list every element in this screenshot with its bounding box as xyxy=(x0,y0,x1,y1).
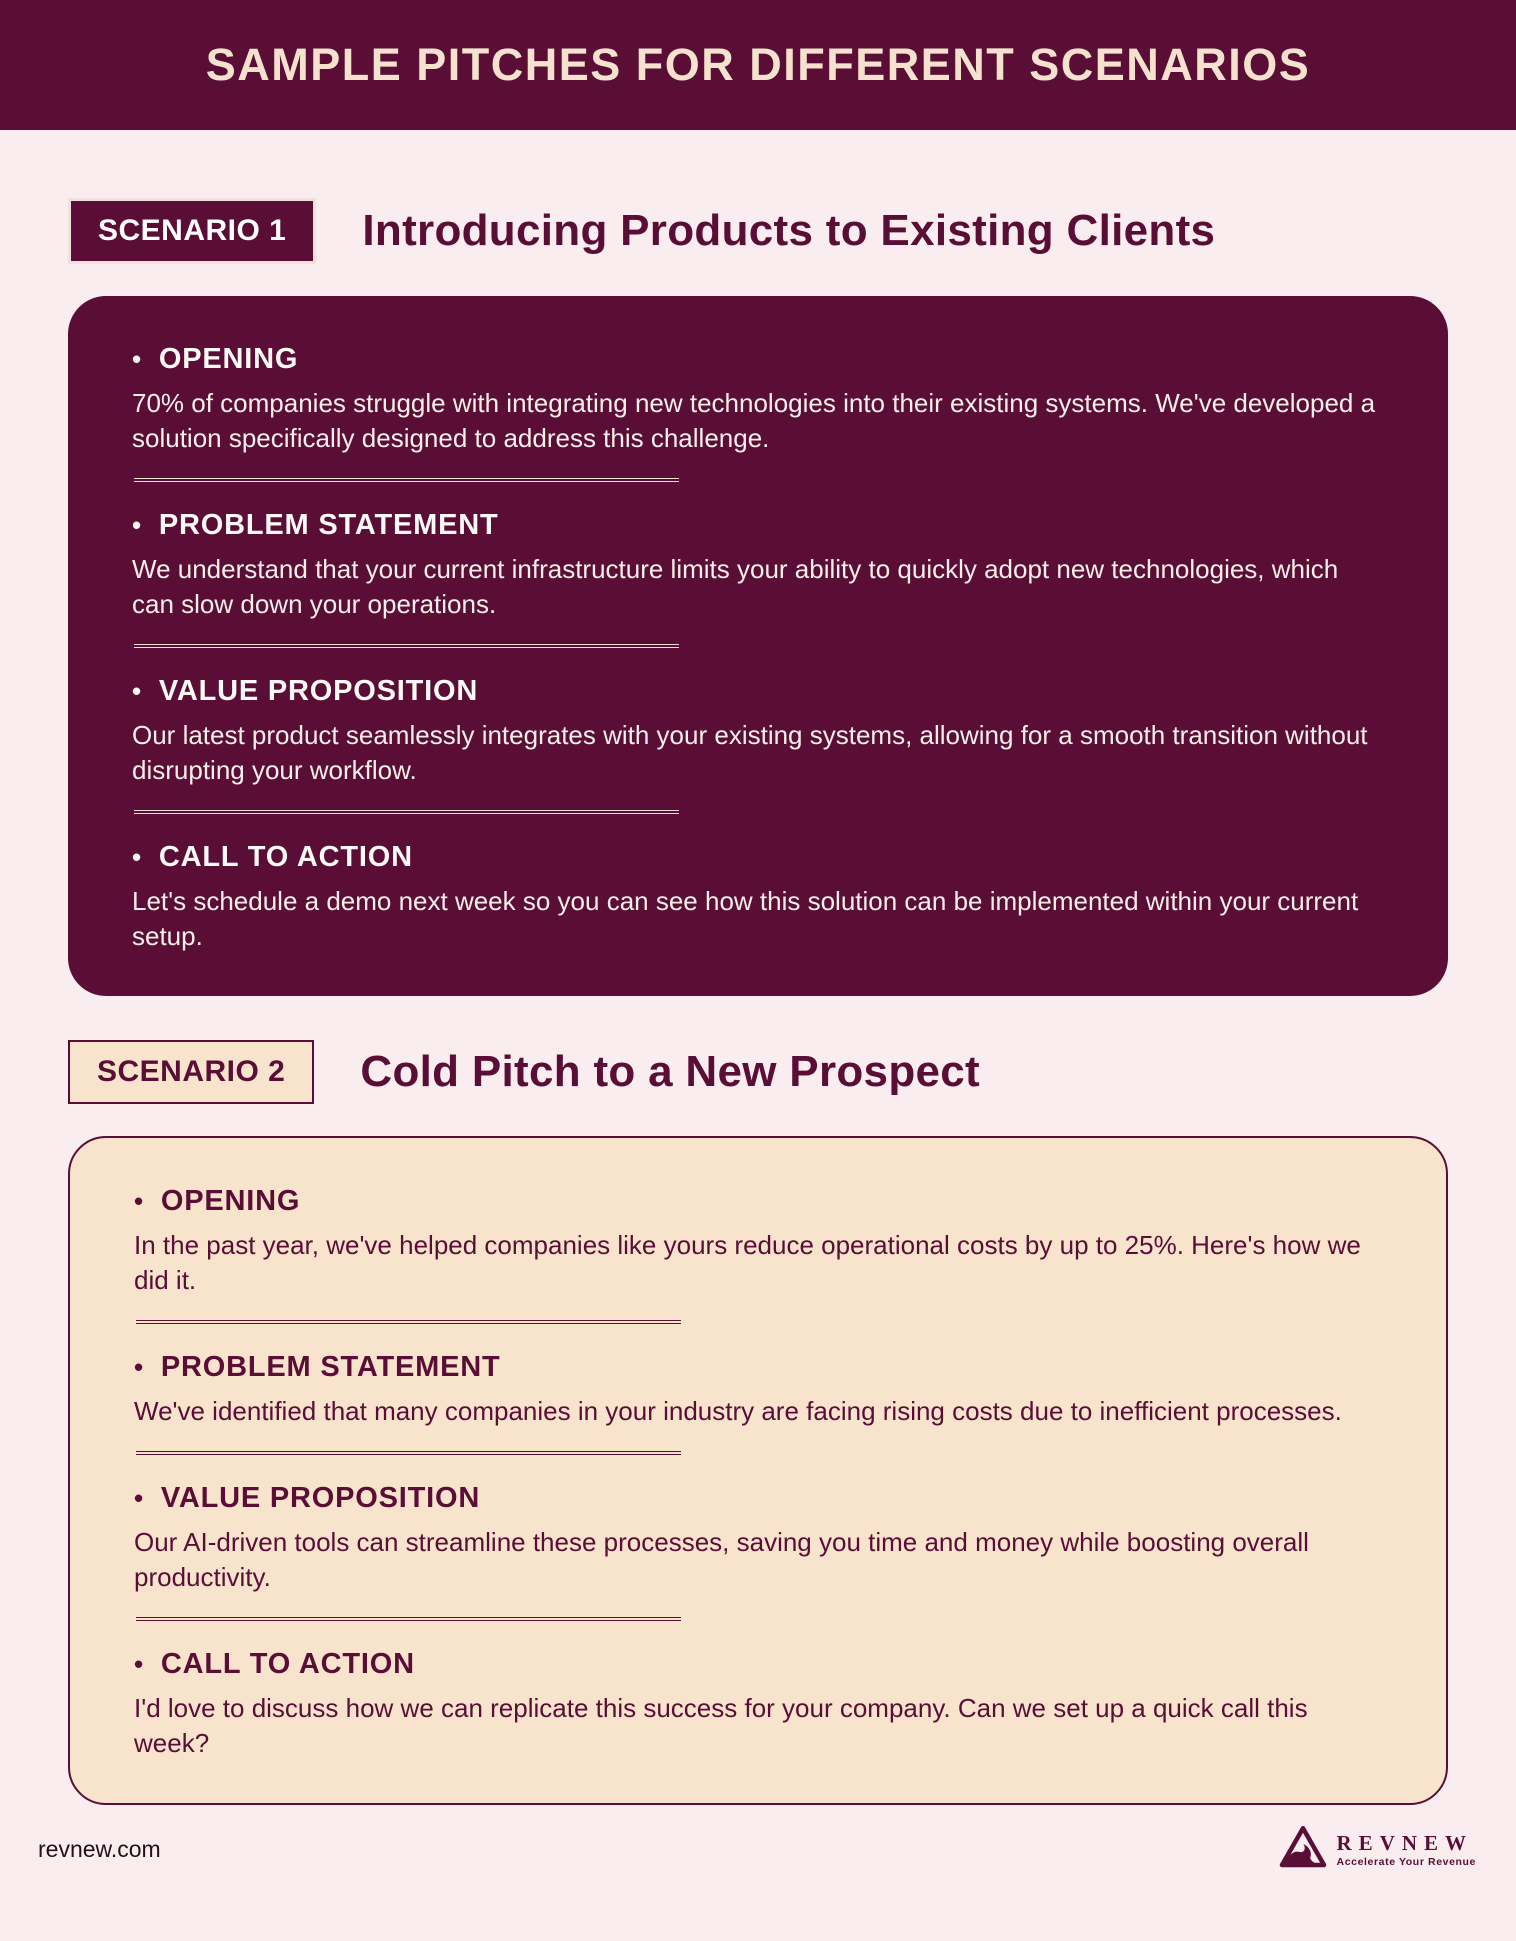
bullet-icon: • xyxy=(132,344,142,374)
revnew-logo xyxy=(1279,1825,1476,1874)
scenario-1-title: Introducing Products to Existing Clients xyxy=(362,206,1216,255)
section-body: We understand that your current infrastructure limits your ability to quickly adopt new technologies, which can slow down your operations. xyxy=(132,554,1339,619)
page-footer xyxy=(0,1825,1516,1888)
section-heading-label: OPENING xyxy=(160,1185,301,1217)
bullet-icon: • xyxy=(134,1649,144,1679)
section-divider xyxy=(136,1617,681,1621)
section-heading-label: VALUE PROPOSITION xyxy=(160,1482,481,1514)
bullet-icon: • xyxy=(134,1186,144,1216)
section-body: Our latest product seamlessly integrates with your existing systems, allowing for a smooth transition without disrupting your workflow. xyxy=(132,720,1368,785)
pitch-section-opening xyxy=(132,342,1384,456)
revnew-triangle-wave-icon xyxy=(1279,1825,1327,1874)
section-divider xyxy=(136,1451,681,1455)
section-heading-label: PROBLEM STATEMENT xyxy=(158,509,499,541)
section-heading-label: VALUE PROPOSITION xyxy=(158,675,479,707)
pitch-section-value-proposition xyxy=(134,1481,1382,1595)
section-divider xyxy=(134,810,679,814)
logo-text-column xyxy=(1337,1832,1476,1868)
section-heading xyxy=(134,1184,1382,1218)
section-heading xyxy=(134,1647,1382,1681)
page-header xyxy=(0,0,1516,130)
logo-name: REVNEW xyxy=(1336,1830,1474,1855)
section-heading xyxy=(132,840,1384,874)
section-heading xyxy=(134,1350,1382,1384)
pitch-section-call-to-action xyxy=(134,1647,1382,1761)
section-heading xyxy=(132,674,1384,708)
section-heading-label: CALL TO ACTION xyxy=(158,841,413,873)
pitch-section-problem-statement xyxy=(132,508,1384,622)
section-heading xyxy=(132,342,1384,376)
bullet-icon: • xyxy=(132,842,142,872)
section-body: We've identified that many companies in your industry are facing rising costs due to inefficient processes. xyxy=(134,1396,1342,1426)
scenario-1-header-row xyxy=(68,198,1448,264)
scenario-2-pitch-card xyxy=(68,1136,1448,1805)
section-body: Let's schedule a demo next week so you can see how this solution can be implemented within your current setup. xyxy=(132,886,1359,951)
section-heading xyxy=(132,508,1384,542)
page-title: SAMPLE PITCHES FOR DIFFERENT SCENARIOS xyxy=(205,39,1311,90)
scenario-1-label-chip: SCENARIO 1 xyxy=(68,198,316,264)
content-area xyxy=(0,198,1516,1805)
scenario-1-pitch-card xyxy=(68,296,1448,996)
scenario-2-header-row xyxy=(68,1040,1448,1104)
bullet-icon: • xyxy=(132,510,142,540)
bullet-icon: • xyxy=(134,1483,144,1513)
website-link[interactable]: revnew.com xyxy=(38,1836,161,1862)
pitch-section-value-proposition xyxy=(132,674,1384,788)
logo-tagline: Accelerate Your Revenue xyxy=(1336,1855,1476,1868)
section-heading-label: OPENING xyxy=(158,343,299,375)
section-body: 70% of companies struggle with integrating new technologies into their existing systems. We've developed a solution specifically designed to address this challenge. xyxy=(132,388,1376,453)
section-heading xyxy=(134,1481,1382,1515)
scenario-2-title: Cold Pitch to a New Prospect xyxy=(360,1047,980,1096)
bullet-icon: • xyxy=(134,1352,144,1382)
scenario-2-label-chip: SCENARIO 2 xyxy=(68,1040,314,1104)
pitch-section-problem-statement xyxy=(134,1350,1382,1429)
section-body: In the past year, we've helped companies like yours reduce operational costs by up to 25%. Here's how we did it. xyxy=(134,1230,1361,1295)
section-heading-label: CALL TO ACTION xyxy=(160,1648,415,1680)
section-divider xyxy=(134,478,679,482)
section-body: I'd love to discuss how we can replicate this success for your company. Can we set up a quick call this week? xyxy=(134,1693,1308,1758)
bullet-icon: • xyxy=(132,676,142,706)
pitch-section-opening xyxy=(134,1184,1382,1298)
section-divider xyxy=(136,1320,681,1324)
section-body: Our AI-driven tools can streamline these processes, saving you time and money while boosting overall productivity. xyxy=(134,1527,1309,1592)
section-heading-label: PROBLEM STATEMENT xyxy=(160,1351,501,1383)
pitch-section-call-to-action xyxy=(132,840,1384,954)
section-divider xyxy=(134,644,679,648)
